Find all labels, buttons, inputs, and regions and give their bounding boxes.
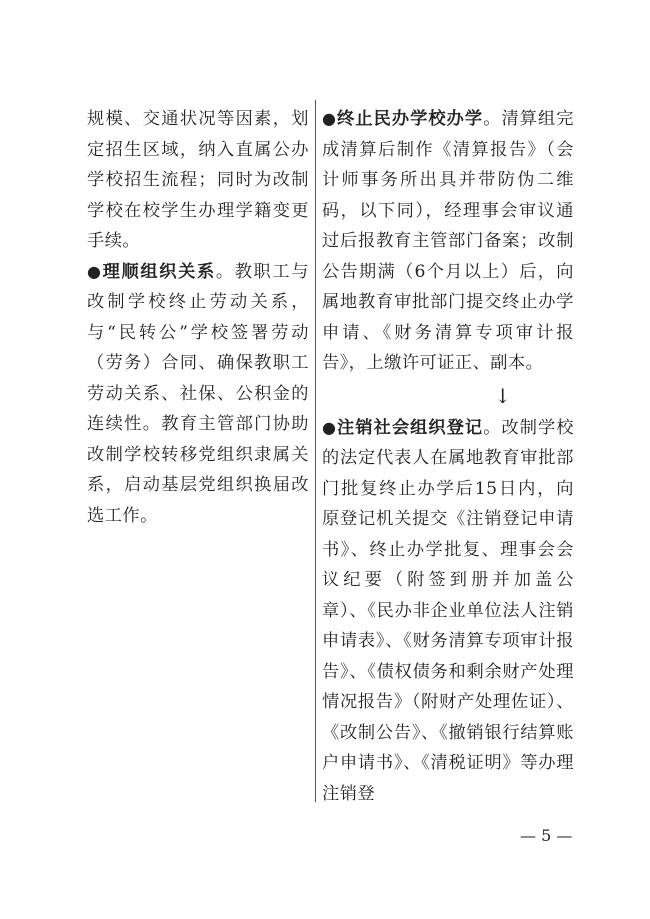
- section-text-deregister: 。改制学校的法定代表人在属地教育审批部门批复终止办学后15日内，向原登记机关提交《注销登记申请书》、终止办学批复、理事会会议纪要（附签到册并加盖公章）、《民办非企业单位法人注销申请表》、《财务清算专项审计报告》、《债权债务和剩余财产处理情况报告》（附财产处理佐证）、《改制公告》、《撤销银行结算账户申请书》、《清税证明》等办理注销登: [322, 417, 574, 804]
- section-heading-organization: 理顺组织关系: [102, 261, 216, 282]
- right-paragraph-1: [322, 104, 574, 379]
- section-heading-terminate-school: 终止民办学校办学: [337, 109, 484, 129]
- down-arrow-icon: ↓: [494, 383, 512, 408]
- bullet-icon: ●: [322, 417, 338, 437]
- section-heading-deregister: 注销社会组织登记: [337, 417, 484, 438]
- bullet-icon: ●: [322, 109, 338, 128]
- bullet-icon: ●: [87, 261, 103, 281]
- right-column: [322, 104, 574, 809]
- left-paragraph-2: [87, 257, 309, 532]
- column-divider: [315, 100, 316, 802]
- right-paragraph-2: [322, 413, 574, 810]
- left-paragraph-1: 规模、交通状况等因素，划定招生区域，纳入直属公办学校招生流程；同时为改制学校在校学生办理学籍变更手续。: [87, 109, 309, 251]
- left-column: [87, 104, 309, 531]
- page-number: — 5 —: [520, 826, 573, 845]
- section-text-terminate-school: 。清算组完成清算后制作《清算报告》（会计师事务所出具并带防伪二维码，以下同），经理事会审议通过后报教育主管部门备案；改制公告期满（6个月以上）后，向属地教育审批部门提交终止办学申请、《财务清算专项审计报告》，上缴许可证正、副本。: [322, 109, 574, 373]
- section-text-organization: 。教职工与改制学校终止劳动关系，与“民转公”学校签署劳动（劳务）合同、确保教职工劳动关系、社保、公积金的连续性。教育主管部门协助改制学校转移党组织隶属关系，启动基层党组织换届改选工作。: [87, 261, 309, 526]
